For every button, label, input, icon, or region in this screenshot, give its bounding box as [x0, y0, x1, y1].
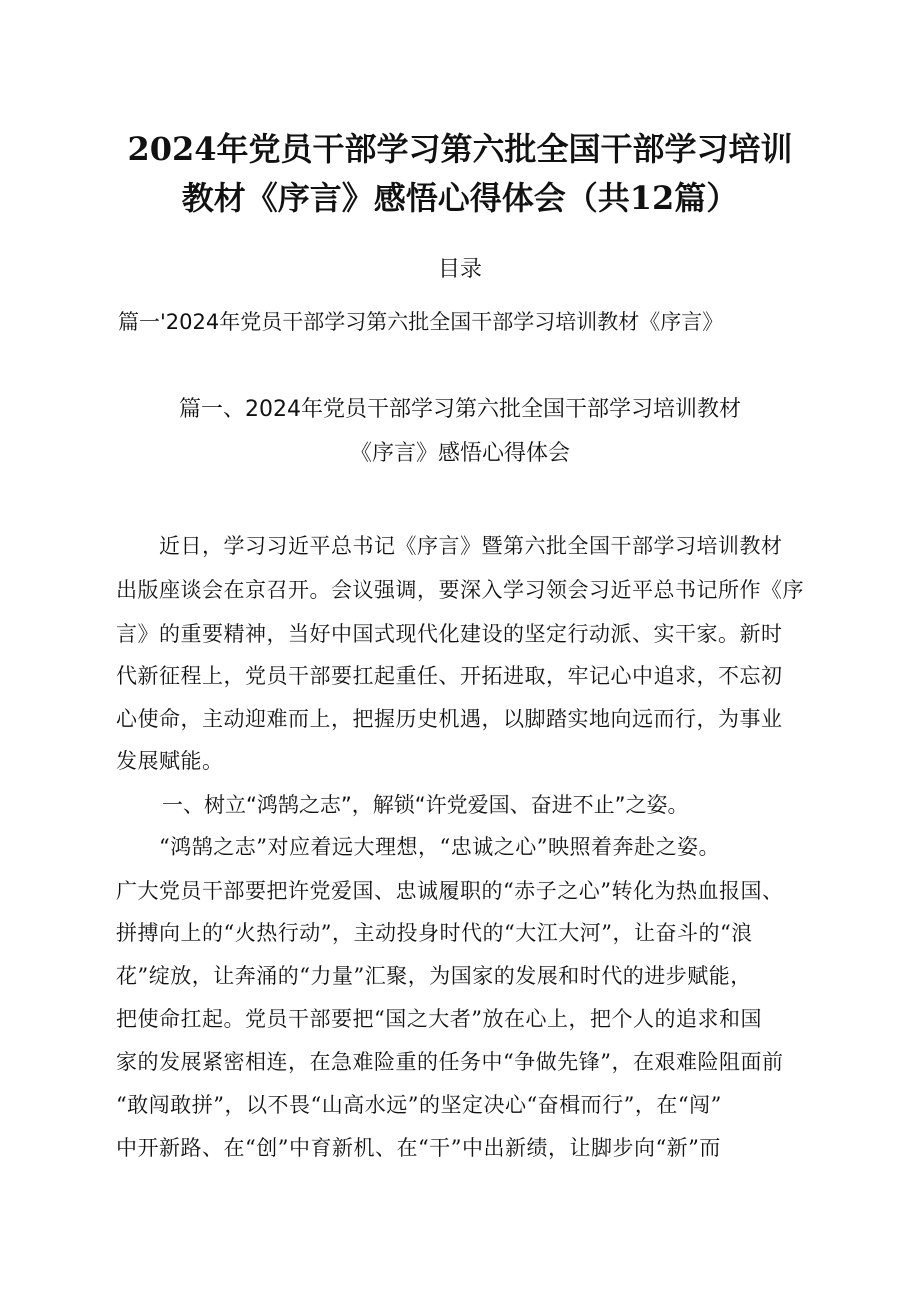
paragraph-2-line: 拼搏向上的“火热行动”，主动投身时代的“大江大河”，让奋斗的“浪 — [116, 921, 753, 945]
section-title-line-2: 《序言》感悟心得体会 — [349, 441, 570, 466]
paragraph-1-line: 言》的重要精神，当好中国式现代化建设的坚定行动派、实干家。新时 — [116, 622, 783, 646]
toc-item: 篇一'2024年党员干部学习第六批全国干部学习培训教材《序言》 — [118, 310, 724, 334]
paragraph-1-line: 代新征程上，党员干部要扛起重任、开拓进取，牢记心中追求，不忘初 — [116, 664, 783, 688]
paragraph-2-line: 中开新路、在“创”中育新机、在“干”中出新绩，让脚步向“新”而 — [116, 1136, 721, 1160]
paragraph-2-line: 广大党员干部要把许党爱国、忠诚履职的“赤子之心”转化为热血报国、 — [116, 879, 784, 903]
paragraph-1-line: 发展赋能。 — [116, 749, 224, 773]
document-title-line-2: 教材《序言》感悟心得体会（共12篇） — [181, 179, 739, 217]
paragraph-2-line: “敢闯敢拼”，以不畏“山高水远”的坚定决心“奋楫而行”，在“闯” — [116, 1093, 722, 1117]
paragraph-1-line: 心使命，主动迎难而上，把握历史机遇，以脚踏实地向远而行，为事业 — [116, 707, 783, 731]
paragraph-2-line: 花”绽放，让奔涌的“力量”汇聚，为国家的发展和时代的进步赋能， — [116, 964, 752, 988]
document-title-line-1: 2024年党员干部学习第六批全国干部学习培训 — [127, 130, 793, 168]
subheading-1: 一、树立“鸿鹄之志”，解锁“许党爱国、奋进不止”之姿。 — [162, 793, 689, 817]
paragraph-2-line: 家的发展紧密相连，在急难险重的任务中“争做先锋”，在艰难险阻面前 — [116, 1050, 784, 1074]
paragraph-1-line: 近日，学习习近平总书记《序言》暨第六批全国干部学习培训教材 — [116, 534, 783, 558]
toc-heading: 目录 — [437, 257, 482, 282]
paragraph-1-line: 出版座谈会在京召开。会议强调，要深入学习领会习近平总书记所作《序 — [116, 578, 804, 602]
paragraph-2-line: “鸿鹄之志”对应着远大理想，“忠诚之心”映照着奔赴之姿。 — [116, 835, 720, 859]
section-title-line-1: 篇一、2024年党员干部学习第六批全国干部学习培训教材 — [179, 397, 741, 422]
paragraph-2-line: 把使命扛起。党员干部要把“国之大者”放在心上，把个人的追求和国 — [116, 1007, 762, 1031]
